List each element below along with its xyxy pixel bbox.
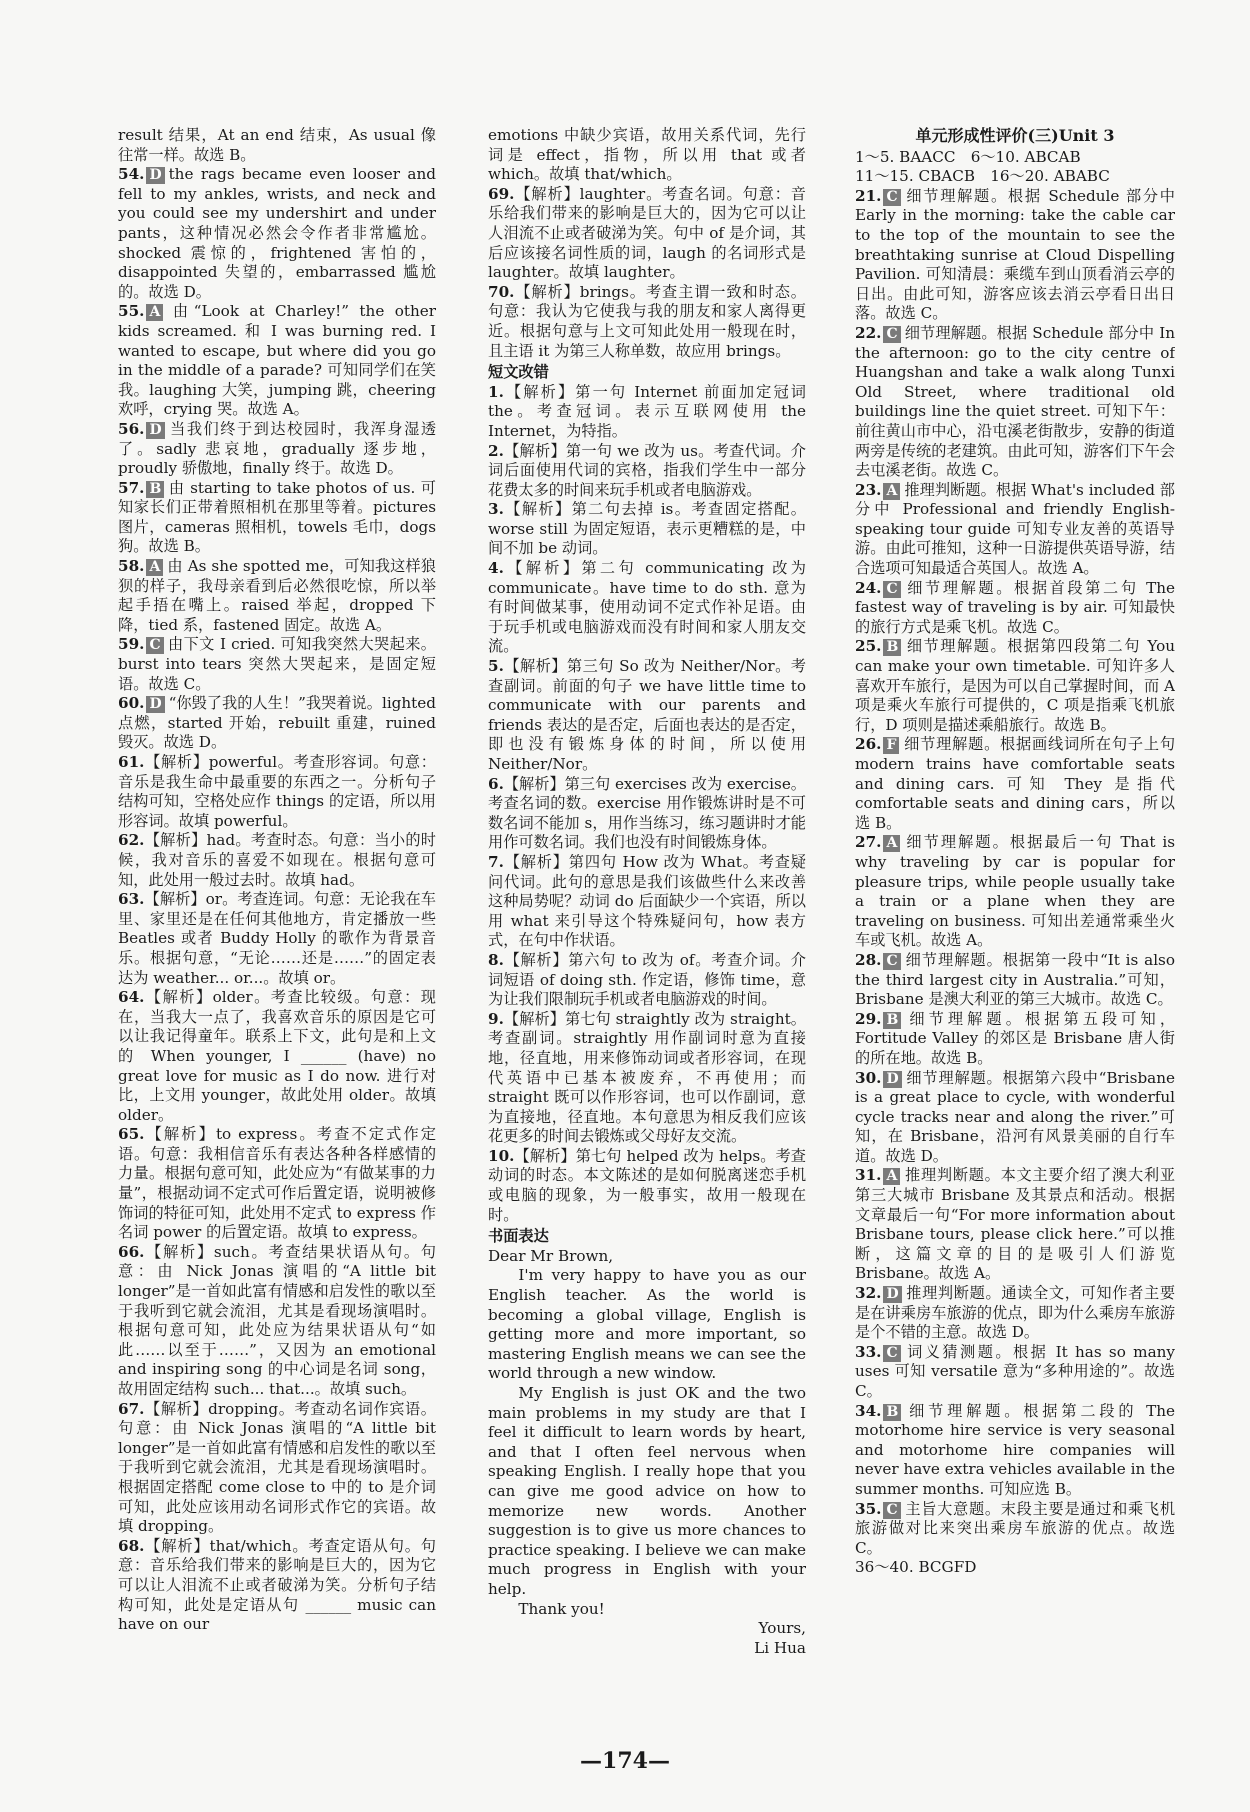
- explanation-text: “你毁了我的人生！”我哭着说。lighted 点燃，started 开始，rebuilt 重建，ruined 毁灭。故选 D。: [118, 694, 436, 752]
- explanation-text: 【解析】older。考查比较级。句意：现在，当我大一点了，我喜欢音乐的原因是它可以让我记得童年。联系上下文，此句是和上文的 When younger, I ______ (have) no great love for music as I do now. 进行对比，上文用 younger，故此处用 older。故填 older。: [118, 988, 436, 1124]
- answer-item: [488, 853, 806, 951]
- answer-letter: C: [883, 1345, 900, 1362]
- question-number: 27.: [855, 833, 882, 852]
- answer-line: Dear Mr Brown,: [488, 1246, 614, 1265]
- answer-item: [118, 831, 436, 890]
- answer-item: [118, 1400, 436, 1537]
- question-number: 57.: [118, 478, 145, 497]
- question-number: 61.: [118, 753, 145, 771]
- question-number: 23.: [855, 480, 882, 499]
- answer-item: [855, 637, 1175, 735]
- answer-item: [855, 187, 1175, 324]
- answer-letter: A: [146, 559, 163, 576]
- answer-item: [488, 126, 806, 185]
- answer-letter: A: [883, 835, 900, 852]
- explanation-text: 【解析】that/which。考查定语从句。句意：音乐给我们带来的影响是巨大的，因为它可以让人泪流不止或者破涕为笑。分析句子结构可知，此处是定语从句 ______ music can have on our: [118, 1536, 436, 1634]
- question-number: 67.: [118, 1399, 145, 1418]
- answer-item: [118, 165, 436, 302]
- explanation-text: 【解析】第二句 communicating 改为 communicate。have time to do sth. 意为有时间做某事，使用动词不定式作补足语。由于玩手机或电脑游戏而没有时间和家人朋友交流。: [488, 559, 806, 656]
- answer-item: [855, 1166, 1175, 1284]
- answer-letter: A: [883, 1168, 900, 1185]
- essay-paragraph: Thank you!: [518, 1599, 605, 1618]
- answer-letter: C: [883, 189, 900, 206]
- answer-letter: C: [883, 581, 900, 598]
- explanation-text: 【解析】laughter。考查名词。句意：音乐给我们带来的影响是巨大的，因为它可以让人泪流不止或者破涕为笑。句中 of 是介词，其后应该接名词性质的词，laugh 的名词形式是 laughter。故填 laughter。: [488, 184, 806, 282]
- column-right: [855, 126, 1175, 1726]
- answer-item: [118, 126, 436, 165]
- essay-signoff: Yours,: [758, 1619, 806, 1638]
- answer-item: [855, 1402, 1175, 1500]
- question-number: 22.: [855, 323, 882, 342]
- question-number: 60.: [118, 694, 145, 713]
- answer-item: [855, 833, 1175, 951]
- answer-letter: A: [883, 483, 900, 500]
- question-number: 4.: [488, 559, 504, 578]
- explanation-text: 细节理解题。根据 Schedule 部分中 Early in the morning: take the cable car to the top of the mountain to see the breathtaking sunrise at Cloud Dispelling Pavilion. 可知清晨：乘缆车到山顶看消云亭的日出。由此可知，游客应该去消云亭看日出日落。故选 C。: [855, 186, 1175, 323]
- answer-item: [488, 442, 806, 501]
- question-number: 1.: [488, 382, 504, 401]
- explanation-text: the rags became even looser and fell to my ankles, wrists, and neck and you could see my undershirt and under pants，这种情况必然会令作者非常尴尬。shocked 震惊的，frightened 害怕的，disappointed 失望的，embarrassed 尴尬的。故选 D。: [118, 165, 436, 301]
- answer-item: [488, 185, 806, 283]
- answer-item: [855, 1284, 1175, 1343]
- explanation-text: 【解析】第三句 exercises 改为 exercise。考查名词的数。exercise 用作锻炼讲时是不可数名词不能加 s，用作当练习，练习题讲时才能用作可数名词。我们也没有时间锻炼身体。: [488, 774, 806, 852]
- answer-letter: D: [146, 167, 164, 184]
- explanation-text: 细节理解题。根据第四段第二句 You can make your own timetable. 可知许多人喜欢开车旅行，是因为可以自己掌握时间，而 A 项是乘火车旅行可提供的，C 项是指乘飞机旅行，D 项则是描述乘船旅行。故选 B。: [855, 637, 1175, 734]
- answer-item: [488, 775, 806, 853]
- answer-item: [855, 1010, 1175, 1069]
- explanation-text: 细节理解题。根据第二段的 The motorhome hire service is very seasonal and motorhome hire companies will never have extra vehicles available in the summer months. 可知应选 B。: [855, 1401, 1175, 1498]
- explanation-text: 主旨大意题。末段主要是通过和乘飞机旅游做对比来突出乘房车旅游的优点。故选 C。: [855, 1499, 1175, 1557]
- question-number: 35.: [855, 1499, 882, 1518]
- answer-letter: C: [146, 637, 163, 654]
- explanation-text: 推理判断题。根据 What's included 部分中 Professional and friendly English-speaking tour guide 可知专业友善的英语导游。由此可推知，这种一日游提供英语导游，结合选项可知最适合英国人。故选 A。: [855, 480, 1175, 578]
- answer-item: [118, 420, 436, 479]
- explanation-text: 【解析】or。考查连词。句意：无论我在车里、家里还是在任何其他地方，肯定播放一些 Beatles 或者 Buddy Holly 的歌作为背景音乐。根据句意，“无论……还是……”的固定表达为 weather... or...。故填 or。: [118, 890, 436, 987]
- question-number: 26.: [855, 735, 882, 754]
- question-number: 64.: [118, 988, 145, 1007]
- question-number: 69.: [488, 184, 515, 203]
- answer-letter: C: [883, 953, 900, 970]
- answer-letter: D: [146, 422, 164, 439]
- answer-letter: C: [883, 1502, 900, 1519]
- essay-paragraph: My English is just OK and the two main problems in my study are that I feel it difficult to learn words by heart, and that I often feel nervous when speaking English. I really hope that you can give me good advice on how to memorize new words. Another suggestion is to give us more chances to practice speaking. I believe we can make much progress in English with your help.: [488, 1384, 806, 1598]
- answer-letter: B: [883, 1404, 901, 1421]
- explanation-text: 细节理解题。根据 Schedule 部分中 In the afternoon: go to the city centre of Huangshan and take a walk along Tunxi Old Street, where traditional old buildings line the quiet street. 可知下午：前往黄山市中心，沿屯溪老街散步，安静的街道两旁是传统的老建筑。由此可知，游客们下午会去屯溪老街。故选 C。: [855, 323, 1175, 480]
- explanation-text: 细节理解题。根据最后一句 That is why traveling by car is popular for pleasure trips, while people usually take a train or a plane when they are traveling on business. 可知出差通常乘坐火车或飞机。故选 A。: [855, 833, 1175, 950]
- answer-letter: A: [146, 304, 163, 321]
- explanation-text: 词义猜测题。根据 It has so many uses 可知 versatile 意为“多种用途的”。故选 C。: [855, 1342, 1175, 1400]
- answer-letter: B: [146, 481, 164, 498]
- answer-item: [118, 1537, 436, 1635]
- question-number: 6.: [488, 774, 504, 793]
- explanation-text: 【解析】had。考查时态。句意：当小的时候，我对音乐的喜爱不如现在。根据句意可知，此处用一般过去时。故填 had。: [118, 831, 436, 889]
- answer-item: [855, 1069, 1175, 1167]
- answer-letter: D: [883, 1286, 901, 1303]
- question-number: 33.: [855, 1342, 882, 1361]
- answer-item: [488, 383, 806, 442]
- answer-item: [488, 283, 806, 361]
- explanation-text: 由 As she spotted me，可知我这样狼狈的样子，我母亲看到后必然很吃惊，所以举起手捂在嘴上。raised 举起，dropped 下降，tied 系，fastened 固定。故选 A。: [118, 557, 436, 634]
- answer-letter: D: [146, 696, 164, 713]
- answer-item: [118, 1125, 436, 1243]
- explanation-text: 【解析】第二句去掉 is。考查固定搭配。worse still 为固定短语，表示更糟糕的是，中间不加 be 动词。: [488, 500, 806, 558]
- answer-item: [488, 657, 806, 775]
- question-number: 10.: [488, 1146, 515, 1165]
- answer-item: [118, 635, 436, 694]
- question-number: 66.: [118, 1242, 145, 1261]
- question-number: 2.: [488, 441, 504, 460]
- section-heading: 短文改错: [488, 363, 549, 382]
- answer-line: 36～40. BCGFD: [855, 1558, 977, 1577]
- explanation-text: 【解析】第七句 straightly 改为 straight。考查副词。straightly 用作副词时意为直接地，径直地，用来修饰动词或者形容词，在现代英语中已基本被废弃，不再使用；而 straight 既可以作形容词，也可以作副词，意为直接地，径直地。本句意思为相反我们应该花更多的时间去锻炼或父母好友交流。: [488, 1009, 806, 1146]
- explanation-text: 【解析】第四句 How 改为 What。考查疑问代词。此句的意思是我们该做些什么来改善这种局势呢？动词 do 后面缺少一个宾语，所以用 what 来引导这个特殊疑问句，how 表方式，在句中作状语。: [488, 852, 806, 950]
- explanation-text: 由 starting to take photos of us. 可知家长们正带着照相机在那里等着。pictures 图片，cameras 照相机，towels 毛巾，dogs 狗。故选 B。: [118, 478, 436, 556]
- explanation-text: 【解析】powerful。考查形容词。句意：音乐是我生命中最重要的东西之一。分析句子结构可知，空格处应作 things 的定语，所以用形容词。故填 powerful。: [118, 753, 436, 830]
- answer-letter: F: [883, 737, 899, 754]
- explanation-text: emotions 中缺少宾语，故用关系代词，先行词是 effect，指物，所以用 that 或者 which。故填 that/which。: [488, 126, 806, 184]
- question-number: 24.: [855, 578, 882, 597]
- answer-item: [488, 1010, 806, 1147]
- answer-item: [855, 951, 1175, 1010]
- answer-item: [488, 1147, 806, 1225]
- answer-line: 1～5. BAACC 6～10. ABCAB: [855, 147, 1081, 166]
- question-number: 7.: [488, 852, 504, 871]
- answer-line: 11～15. CBACB 16～20. ABABC: [855, 167, 1110, 186]
- question-number: 28.: [855, 950, 882, 969]
- explanation-text: 由下文 I cried. 可知我突然大哭起来。burst into tears 突然大哭起来，是固定短语。故选 C。: [118, 635, 436, 693]
- section-heading: 书面表达: [488, 1227, 549, 1246]
- question-number: 31.: [855, 1166, 882, 1185]
- explanation-text: 【解析】第六句 to 改为 of。考查介词。介词短语 of doing sth. 作定语，修饰 time，意为让我们限制玩手机或者电脑游戏的时间。: [488, 950, 806, 1009]
- answer-letter: B: [883, 639, 901, 656]
- answer-item: [855, 579, 1175, 638]
- answer-item: [118, 302, 436, 420]
- explanation-text: 细节理解题。根据画线词所在句子上句 modern trains have comfortable seats and dining cars. 可知 They 是指代 comfortable seats and dining cars，所以选 B。: [855, 735, 1175, 832]
- explanation-text: 【解析】第七句 helped 改为 helps。考查动词的时态。本文陈述的是如何脱离迷恋手机或电脑的现象，为一般事实，故用一般现在时。: [488, 1146, 806, 1224]
- unit-title: 单元形成性评价(三)Unit 3: [915, 126, 1115, 145]
- answer-item: [488, 951, 806, 1010]
- explanation-text: 【解析】第一句 Internet 前面加定冠词 the。考查冠词。表示互联网使用 the Internet，为特指。: [488, 382, 806, 440]
- explanation-text: 【解析】brings。考查主谓一致和时态。句意：我认为它使我与我的朋友和家人离得更近。根据句意与上文可知此处用一般现在时，且主语 it 为第三人称单数，故应用 brings。: [488, 282, 806, 360]
- question-number: 34.: [855, 1401, 882, 1420]
- explanation-text: 细节理解题。根据首段第二句 The fastest way of traveling is by air. 可知最快的旅行方式是乘飞机。故选 C。: [855, 578, 1175, 636]
- question-number: 25.: [855, 637, 882, 656]
- explanation-text: 【解析】第三句 So 改为 Neither/Nor。考查副词。前面的句子 we have little time to communicate with our parents and friends 表达的是否定，后面也表达的是否定，即也没有锻炼身体的时间，所以使用 Neither/Nor。: [488, 657, 806, 773]
- page-number: —174—: [580, 1748, 670, 1774]
- answer-item: [118, 1243, 436, 1400]
- column-left: [118, 126, 436, 1726]
- question-number: 58.: [118, 557, 145, 576]
- question-number: 29.: [855, 1009, 882, 1028]
- answer-item: [855, 324, 1175, 481]
- explanation-text: 推理判断题。本文主要介绍了澳大利亚第三大城市 Brisbane 及其景点和活动。根据文章最后一句“For more information about Brisbane tours, please click here.”可以推断，这篇文章的目的是吸引人们游览 Brisbane。故选 A。: [855, 1166, 1175, 1283]
- question-number: 59.: [118, 635, 145, 654]
- explanation-text: 【解析】such。考查结果状语从句。句意：由 Nick Jonas 演唱的“A little bit longer”是一首如此富有情感和启发性的歌以至于我听到它就会流泪，尤其是看现场演唱时。根据句意可知，此处应为结果状语从句“如此……以至于……”，又因为 an emotional and inspiring song 的中心词是名词 song，故用固定结构 such... that...。故填 such。: [118, 1242, 436, 1398]
- answer-item: [118, 890, 436, 988]
- question-number: 8.: [488, 950, 504, 969]
- explanation-text: 细节理解题。根据第一段中“It is also the third largest city in Australia.”可知，Brisbane 是澳大利亚的第三大城市。故选 C。: [855, 950, 1175, 1009]
- essay-paragraph: I'm very happy to have you as our English teacher. As the world is becoming a global village, English is getting more and more important, so mastering English means we can see the world through a new window.: [488, 1266, 806, 1383]
- answer-letter: C: [883, 326, 900, 343]
- question-number: 9.: [488, 1009, 504, 1028]
- question-number: 54.: [118, 165, 145, 184]
- question-number: 62.: [118, 831, 145, 850]
- answer-item: [855, 735, 1175, 833]
- answer-item: [118, 988, 436, 1125]
- essay-signoff: Li Hua: [754, 1638, 806, 1657]
- question-number: 70.: [488, 282, 515, 301]
- explanation-text: 推理判断题。通读全文，可知作者主要是在讲乘房车旅游的优点，即为什么乘房车旅游是个不错的主意。故选 D。: [855, 1284, 1175, 1342]
- answer-item: [118, 479, 436, 557]
- explanation-text: 由“Look at Charley!” the other kids screamed. 和 I was burning red. I wanted to escape, but where did you go in the middle of a parade? 可知同学们在笑我。laughing 大笑，jumping 跳，cheering 欢呼，crying 哭。故选 A。: [118, 302, 436, 419]
- question-number: 63.: [118, 890, 145, 909]
- explanation-text: 当我们终于到达校园时，我浑身湿透了。sadly 悲哀地，gradually 逐步地，proudly 骄傲地，finally 终于。故选 D。: [118, 419, 436, 478]
- explanation-text: result 结果，At an end 结束，As usual 像往常一样。故选 B。: [118, 126, 436, 164]
- explanation-text: 【解析】to express。考查不定式作定语。句意：我相信音乐有表达各种各样感情的力量。根据句意可知，此处应为“有做某事的力量”，根据动词不定式可作后置定语，说明被修饰词的特征可知，此处用不定式 to express 作名词 power 的后置定语。故填 to express。: [118, 1125, 436, 1242]
- answer-item: [855, 1343, 1175, 1402]
- explanation-text: 细节理解题。根据第六段中“Brisbane is a great place to cycle, with wonderful cycle tracks near and along the river.”可知，在 Brisbane，沿河有风景美丽的自行车道。故选 D。: [855, 1068, 1175, 1165]
- explanation-text: 【解析】dropping。考查动名词作宾语。句意：由 Nick Jonas 演唱的“A little bit longer”是一首如此富有情感和启发性的歌以至于我听到它就会流泪，尤其是看现场演唱时。根据固定搭配 come close to 中的 to 是介词可知，此处应该用动名词形式作它的宾语。故填 dropping。: [118, 1399, 436, 1536]
- question-number: 5.: [488, 657, 504, 676]
- question-number: 3.: [488, 500, 504, 519]
- question-number: 65.: [118, 1125, 145, 1144]
- answer-letter: D: [883, 1071, 901, 1088]
- question-number: 68.: [118, 1536, 145, 1555]
- answer-item: [488, 559, 806, 657]
- question-number: 30.: [855, 1068, 882, 1087]
- question-number: 32.: [855, 1284, 882, 1303]
- answer-item: [118, 753, 436, 831]
- answer-letter: B: [883, 1012, 901, 1029]
- explanation-text: 细节理解题。根据第五段可知，Fortitude Valley 的郊区是 Brisbane 唐人街的所在地。故选 B。: [855, 1009, 1175, 1067]
- explanation-text: 【解析】第一句 we 改为 us。考查代词。介词后面使用代词的宾格，指我们学生中一部分花费太多的时间来玩手机或者电脑游戏。: [488, 441, 806, 499]
- answer-item: [118, 557, 436, 635]
- answer-item: [855, 1500, 1175, 1559]
- column-middle: [488, 126, 806, 1726]
- answer-item: [488, 500, 806, 559]
- question-number: 55.: [118, 302, 145, 321]
- answer-item: [118, 694, 436, 753]
- question-number: 21.: [855, 186, 882, 205]
- answer-item: [855, 481, 1175, 579]
- question-number: 56.: [118, 419, 145, 438]
